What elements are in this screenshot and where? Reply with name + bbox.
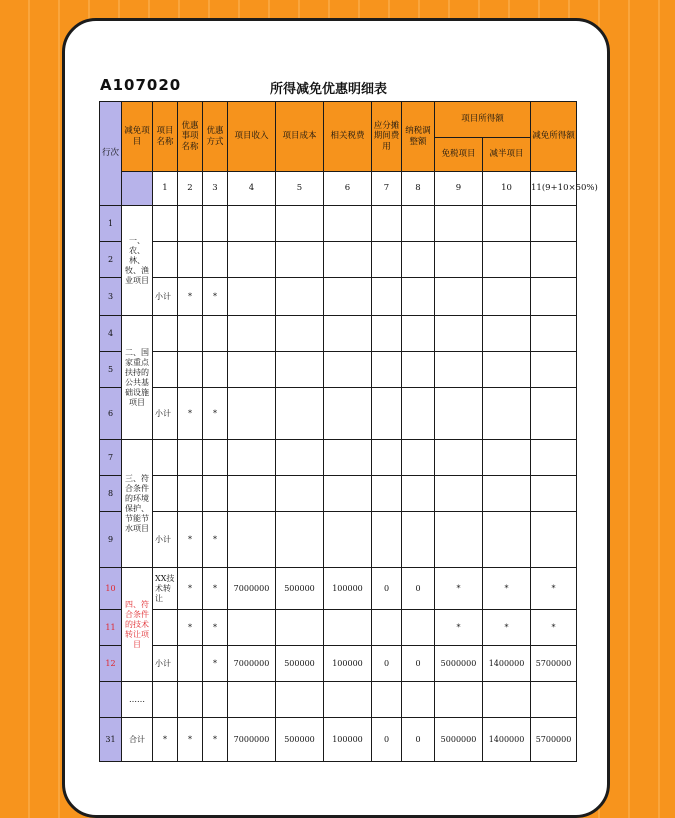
row-number: 9 <box>100 512 122 568</box>
deduction-table <box>99 101 598 762</box>
table-cell <box>435 512 483 568</box>
table-cell: 5700000 <box>531 646 577 682</box>
table-cell <box>228 682 276 718</box>
table-cell: 100000 <box>324 718 372 762</box>
table-cell <box>203 682 228 718</box>
table-cell <box>276 278 324 316</box>
header-pref-item-name: 优惠事项名称 <box>178 102 203 172</box>
header-reduced-income: 减免所得额 <box>531 102 577 172</box>
table-cell <box>483 316 531 352</box>
table-cell <box>276 316 324 352</box>
table-cell <box>178 242 203 278</box>
table-cell <box>483 440 531 476</box>
table-cell: 0 <box>402 718 435 762</box>
table-cell: 500000 <box>276 646 324 682</box>
table-cell <box>435 316 483 352</box>
table-cell <box>228 388 276 440</box>
column-number-row <box>100 172 577 206</box>
table-cell: 0 <box>402 568 435 610</box>
table-cell <box>228 610 276 646</box>
table-cell: 5000000 <box>435 646 483 682</box>
table-cell <box>276 512 324 568</box>
table-row <box>100 278 577 316</box>
table-cell <box>531 242 577 278</box>
group-label: 二、国家重点扶持的公共基础设施项目 <box>122 316 153 440</box>
table-cell: 500000 <box>276 568 324 610</box>
table-cell <box>483 352 531 388</box>
table-cell <box>531 476 577 512</box>
table-cell: * <box>435 610 483 646</box>
row-number: 10 <box>100 568 122 610</box>
table-cell <box>372 610 402 646</box>
table-row <box>100 476 577 512</box>
table-cell <box>228 476 276 512</box>
row-number: 8 <box>100 476 122 512</box>
table-cell: 0 <box>372 718 402 762</box>
table-cell: * <box>203 388 228 440</box>
table-cell <box>372 440 402 476</box>
table-cell <box>203 476 228 512</box>
row-number: 12 <box>100 646 122 682</box>
table-row <box>100 388 577 440</box>
ellipsis-row <box>100 682 577 718</box>
row-number: 6 <box>100 388 122 440</box>
table-cell <box>435 242 483 278</box>
table-cell <box>228 352 276 388</box>
table-cell <box>531 440 577 476</box>
header-item-name: 项目名称 <box>153 102 178 172</box>
table-cell <box>203 352 228 388</box>
table-cell <box>483 278 531 316</box>
table-row <box>100 568 577 610</box>
table-cell <box>276 476 324 512</box>
table-cell: 0 <box>372 568 402 610</box>
table-cell <box>372 278 402 316</box>
table-row <box>100 316 577 352</box>
table-cell <box>276 682 324 718</box>
column-number-blank <box>122 172 153 206</box>
table-cell: 0 <box>372 646 402 682</box>
table-cell <box>531 682 577 718</box>
table-cell <box>483 388 531 440</box>
table-cell <box>531 352 577 388</box>
column-number: 1 <box>153 172 178 206</box>
table-cell: 7000000 <box>228 718 276 762</box>
table-cell <box>324 682 372 718</box>
row-number: 7 <box>100 440 122 476</box>
column-number: 10 <box>483 172 531 206</box>
table-cell <box>372 242 402 278</box>
table-cell <box>402 316 435 352</box>
table-cell <box>153 242 178 278</box>
header-project-income: 项目所得额 <box>435 102 531 138</box>
table-cell <box>153 440 178 476</box>
table-cell <box>178 316 203 352</box>
table-cell <box>276 206 324 242</box>
header-pref-method: 优惠方式 <box>203 102 228 172</box>
column-number: 8 <box>402 172 435 206</box>
table-cell <box>435 206 483 242</box>
header-category: 减免项目 <box>122 102 153 172</box>
table-cell <box>178 206 203 242</box>
table-cell <box>531 316 577 352</box>
table-cell: * <box>203 610 228 646</box>
table-cell <box>228 242 276 278</box>
table-cell <box>435 278 483 316</box>
table-cell <box>178 476 203 512</box>
table-row <box>100 352 577 388</box>
table-cell: * <box>178 568 203 610</box>
table-cell <box>402 682 435 718</box>
row-number: 3 <box>100 278 122 316</box>
table-cell: * <box>178 610 203 646</box>
table-cell: 100000 <box>324 646 372 682</box>
table-cell <box>153 352 178 388</box>
table-cell: * <box>531 568 577 610</box>
table-cell: * <box>203 718 228 762</box>
table-cell <box>402 352 435 388</box>
table-cell <box>228 512 276 568</box>
table-cell <box>153 610 178 646</box>
table-cell <box>178 352 203 388</box>
table-cell: * <box>531 610 577 646</box>
header-cost: 项目成本 <box>276 102 324 172</box>
table-cell <box>276 440 324 476</box>
table-cell <box>203 206 228 242</box>
total-row <box>100 718 577 762</box>
header-tax: 相关税费 <box>324 102 372 172</box>
table-cell <box>402 440 435 476</box>
group-label: 四、符合条件的技术转让项目 <box>122 568 153 682</box>
table-cell <box>435 476 483 512</box>
table-cell <box>178 646 203 682</box>
table-cell: * <box>178 388 203 440</box>
form-title: 所得减免优惠明细表 <box>270 82 388 97</box>
table-cell <box>435 682 483 718</box>
table-row <box>100 610 577 646</box>
group-label: 一、农、林、牧、渔业项目 <box>122 206 153 316</box>
group-label: 三、符合条件的环境保护、节能节水项目 <box>122 440 153 568</box>
table-cell <box>531 512 577 568</box>
table-cell <box>531 388 577 440</box>
table-cell: 0 <box>402 646 435 682</box>
table-cell <box>372 682 402 718</box>
row-number: 2 <box>100 242 122 278</box>
table-cell: 1400000 <box>483 646 531 682</box>
row-number <box>100 682 122 718</box>
table-cell: * <box>435 568 483 610</box>
table-cell: * <box>483 610 531 646</box>
header-revenue: 项目收入 <box>228 102 276 172</box>
table-cell <box>324 388 372 440</box>
column-number: 9 <box>435 172 483 206</box>
table-cell <box>228 316 276 352</box>
column-number: 5 <box>276 172 324 206</box>
table-cell <box>435 388 483 440</box>
table-cell <box>324 242 372 278</box>
table-cell <box>203 440 228 476</box>
table-cell: * <box>203 568 228 610</box>
header-halved: 减半项目 <box>483 138 531 172</box>
table-cell <box>402 512 435 568</box>
table-cell <box>276 242 324 278</box>
row-number: 11 <box>100 610 122 646</box>
row-number: 31 <box>100 718 122 762</box>
table-cell: 1400000 <box>483 718 531 762</box>
table-cell: 小计 <box>153 278 178 316</box>
table-cell <box>372 316 402 352</box>
table-cell <box>203 316 228 352</box>
table-cell <box>324 440 372 476</box>
table-row <box>100 646 577 682</box>
table-row <box>100 206 577 242</box>
table-cell <box>153 476 178 512</box>
total-label: 合计 <box>122 718 153 762</box>
table-cell <box>435 440 483 476</box>
table-row <box>100 440 577 476</box>
row-number: 5 <box>100 352 122 388</box>
table-cell: * <box>178 278 203 316</box>
column-number: 3 <box>203 172 228 206</box>
table-cell <box>402 206 435 242</box>
table-cell: 500000 <box>276 718 324 762</box>
table-cell: 小计 <box>153 646 178 682</box>
table-cell <box>531 278 577 316</box>
table-cell <box>153 206 178 242</box>
table-cell <box>153 316 178 352</box>
table-cell <box>483 682 531 718</box>
table-cell <box>324 512 372 568</box>
table-cell <box>228 206 276 242</box>
table-cell <box>402 388 435 440</box>
table-cell <box>402 278 435 316</box>
table-cell <box>228 278 276 316</box>
table-cell <box>178 440 203 476</box>
table-cell: 小计 <box>153 512 178 568</box>
table-cell: 5000000 <box>435 718 483 762</box>
header-adjust: 纳税调整额 <box>402 102 435 172</box>
table-cell <box>483 512 531 568</box>
table-cell: * <box>203 278 228 316</box>
table-cell <box>324 316 372 352</box>
table-cell: 7000000 <box>228 568 276 610</box>
table-cell <box>402 476 435 512</box>
row-number: 1 <box>100 206 122 242</box>
table-cell <box>324 278 372 316</box>
table-cell <box>324 206 372 242</box>
form-code: A107020 <box>100 76 182 94</box>
table-cell <box>228 440 276 476</box>
header-amortized: 应分摊期间费用 <box>372 102 402 172</box>
table-cell: * <box>203 512 228 568</box>
row-number: 4 <box>100 316 122 352</box>
table-cell <box>324 476 372 512</box>
column-number: 7 <box>372 172 402 206</box>
column-number: 2 <box>178 172 203 206</box>
column-number: 6 <box>324 172 372 206</box>
table-cell <box>153 682 178 718</box>
table-cell: * <box>178 718 203 762</box>
table-cell: * <box>203 646 228 682</box>
table-cell <box>203 242 228 278</box>
table-cell <box>483 242 531 278</box>
table-cell: 小计 <box>153 388 178 440</box>
table-cell <box>483 206 531 242</box>
table-cell <box>402 242 435 278</box>
table-cell <box>372 206 402 242</box>
table-cell: 100000 <box>324 568 372 610</box>
table-cell <box>276 388 324 440</box>
table-cell: 5700000 <box>531 718 577 762</box>
table-cell <box>324 352 372 388</box>
table-cell <box>483 476 531 512</box>
table-cell: * <box>178 512 203 568</box>
table-cell <box>372 476 402 512</box>
table-cell <box>178 682 203 718</box>
table-cell: 7000000 <box>228 646 276 682</box>
table-cell <box>372 388 402 440</box>
table-cell: * <box>483 568 531 610</box>
table-cell <box>372 352 402 388</box>
ellipsis-label: …… <box>122 682 153 718</box>
table-cell <box>276 610 324 646</box>
column-number: 4 <box>228 172 276 206</box>
table-cell <box>324 610 372 646</box>
table-cell <box>435 352 483 388</box>
table-cell <box>531 206 577 242</box>
header-row-num: 行次 <box>100 102 122 206</box>
table-row <box>100 512 577 568</box>
table-cell <box>402 610 435 646</box>
table-cell: * <box>153 718 178 762</box>
table-cell <box>372 512 402 568</box>
header-exempt: 免税项目 <box>435 138 483 172</box>
table-cell: XX技术转让 <box>153 568 178 610</box>
table-row <box>100 242 577 278</box>
table-cell <box>276 352 324 388</box>
column-number: 11(9+10×50%) <box>531 172 577 206</box>
